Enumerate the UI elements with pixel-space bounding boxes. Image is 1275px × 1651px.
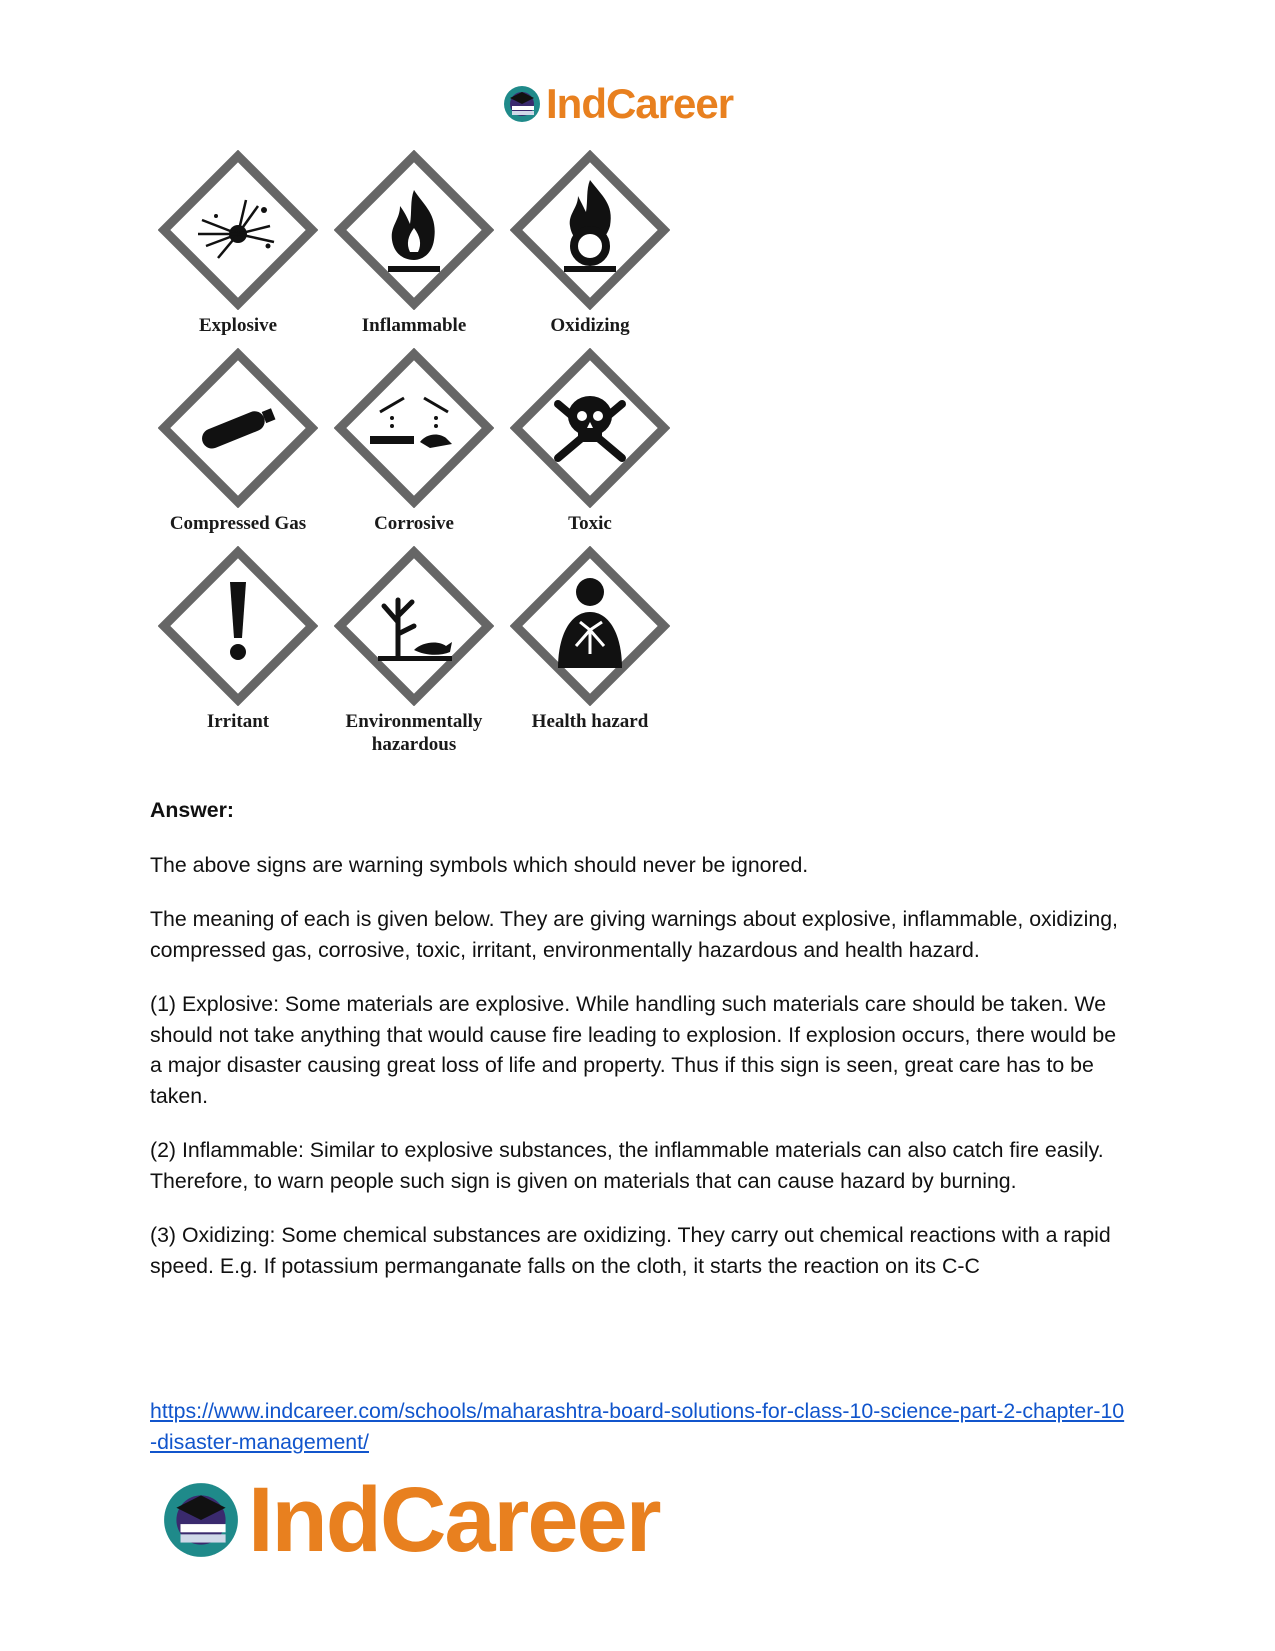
symbol-irritant (150, 546, 326, 733)
symbol-label: Explosive (198, 315, 278, 336)
symbol-label: Inflammable (361, 315, 467, 336)
environment-icon (334, 546, 494, 706)
symbol-label: Irritant (206, 711, 270, 732)
symbol-inflammable (326, 150, 502, 337)
exclamation-icon (158, 546, 318, 706)
indcareer-logo-icon (502, 84, 542, 124)
paragraph: The meaning of each is given below. They are giving warnings about explosive, inflammable, oxidizing, compressed gas, corrosive, toxic, irritant, environmentally hazardous and health hazard. (150, 907, 1118, 962)
corrosion-icon (334, 348, 494, 508)
footer-logo-text: IndCareer (248, 1468, 660, 1571)
footer-logo (160, 1470, 660, 1570)
answer-heading: Answer: (150, 798, 235, 822)
explosive-icon (158, 150, 318, 310)
symbol-label: Environmentally hazardous (345, 711, 483, 755)
symbol-label: Health hazard (531, 711, 649, 732)
symbol-corrosive (326, 348, 502, 535)
symbol-oxidizing (502, 150, 678, 337)
paragraph: The above signs are warning symbols which should never be ignored. (150, 852, 809, 877)
symbol-label: Toxic (568, 513, 612, 534)
symbol-toxic (502, 348, 678, 535)
header-logo (502, 80, 733, 128)
symbol-label: Compressed Gas (169, 513, 307, 534)
paragraph: (1) Explosive: Some materials are explosive. While handling such materials care should be taken. We should not take anything that would cause fire leading to explosion. If explosion occurs, there would be a major disaster causing great loss of life and property. Thus if this sign is seen, great care has to be taken. (150, 992, 1117, 1108)
symbol-environmentally-hazardous (326, 546, 502, 756)
skull-crossbones-icon (510, 348, 670, 508)
flame-icon (334, 150, 494, 310)
source-link[interactable]: https://www.indcareer.com/schools/maharashtra-board-solutions-for-class-10-science-part-2-chapter-10-disaster-management/ (150, 1399, 1125, 1454)
symbol-compressed-gas (150, 348, 326, 535)
health-hazard-icon (510, 546, 670, 706)
gas-cylinder-icon (158, 348, 318, 508)
symbol-health-hazard (502, 546, 678, 733)
hazard-symbols-figure (150, 150, 680, 760)
paragraph: (3) Oxidizing: Some chemical substances are oxidizing. They carry out chemical reactions with a rapid speed. E.g. If potassium permanganate falls on the cloth, it starts the reaction on its C-C (150, 1223, 1111, 1278)
indcareer-logo-icon (160, 1479, 242, 1561)
answer-content (150, 795, 1130, 1305)
symbol-label: Oxidizing (550, 315, 630, 336)
flame-over-circle-icon (510, 150, 670, 310)
symbol-label: Corrosive (374, 513, 454, 534)
symbol-explosive (150, 150, 326, 337)
paragraph: (2) Inflammable: Similar to explosive substances, the inflammable materials can also catch fire easily. Therefore, to warn people such sign is given on materials that can cause hazard by burning. (150, 1138, 1104, 1193)
header-logo-text: IndCareer (546, 80, 734, 127)
